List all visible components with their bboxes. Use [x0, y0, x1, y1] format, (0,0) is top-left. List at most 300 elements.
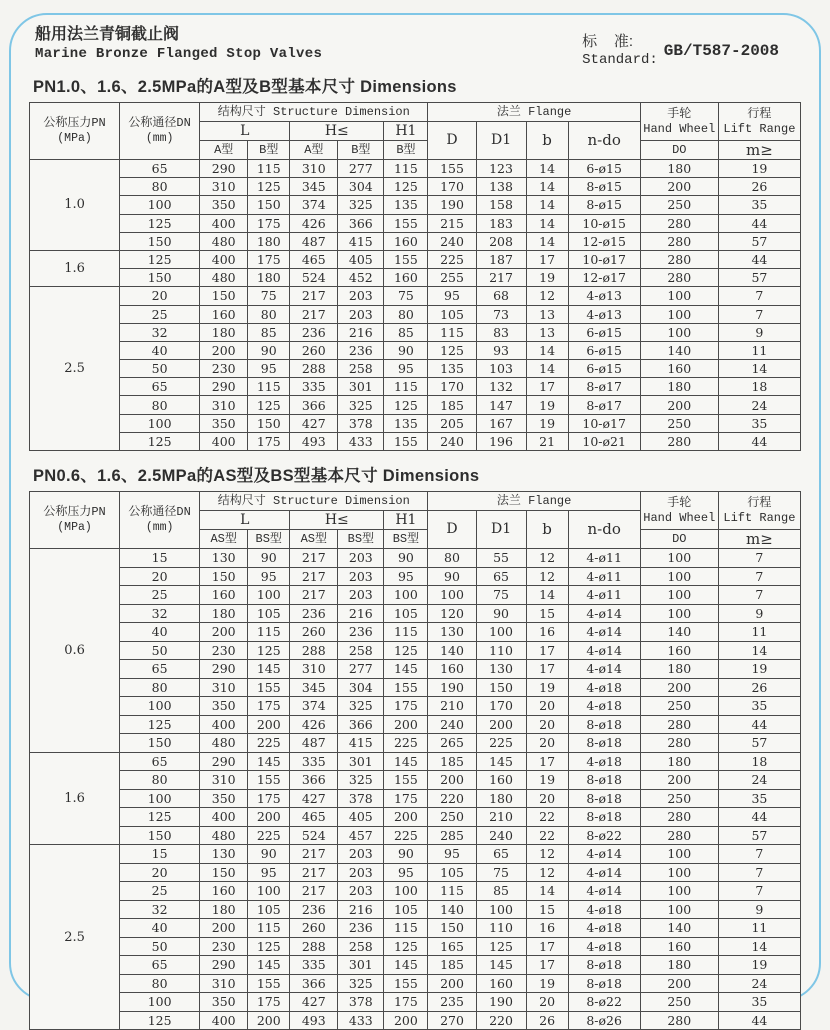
dimension-cell: 480 — [200, 826, 248, 845]
dimension-cell: 301 — [338, 378, 384, 396]
table-row — [30, 250, 801, 268]
dimension-cell: 236 — [290, 604, 338, 623]
dimension-cell: 427 — [290, 414, 338, 432]
dimension-cell: 155 — [248, 771, 290, 790]
dimension-cell: 215 — [428, 214, 476, 232]
dimension-cell: 203 — [338, 845, 384, 864]
dimension-cell: 290 — [200, 160, 248, 178]
pressure-group-cell: 2.5 — [30, 287, 120, 451]
dimension-cell: 7 — [718, 586, 800, 605]
dimension-cell: 255 — [428, 269, 476, 287]
dimension-cell: 465 — [290, 808, 338, 827]
dimension-cell: 155 — [248, 678, 290, 697]
document-title-cn: 船用法兰青铜截止阀 — [35, 26, 180, 43]
col-header-handwheel: 手轮 Hand Wheel — [640, 103, 718, 141]
dimension-cell: 14 — [718, 937, 800, 956]
table-row — [30, 160, 801, 178]
dimension-cell: 258 — [338, 937, 384, 956]
dimension-cell: 12 — [526, 863, 568, 882]
dimension-cell: 4-ø13 — [568, 305, 640, 323]
dimension-cell: 175 — [248, 214, 290, 232]
dimension-cell: 225 — [384, 734, 428, 753]
dimension-cell: 9 — [718, 323, 800, 341]
col-header-H1: H1 — [384, 511, 428, 530]
dimension-cell: 457 — [338, 826, 384, 845]
col-header-H: H≤ — [290, 122, 384, 141]
dimension-cell: 44 — [718, 808, 800, 827]
dimension-cell: 6-ø15 — [568, 323, 640, 341]
dimension-cell: 105 — [248, 604, 290, 623]
dimension-cell: 235 — [428, 993, 476, 1012]
dimension-cell: 200 — [384, 808, 428, 827]
table-row — [30, 900, 801, 919]
dimension-cell: 22 — [526, 808, 568, 827]
dimension-cell: 4-ø18 — [568, 752, 640, 771]
dimension-cell: 487 — [290, 232, 338, 250]
dimension-cell: 80 — [120, 678, 200, 697]
dimension-cell: 200 — [200, 919, 248, 938]
dimension-cell: 35 — [718, 414, 800, 432]
dimension-cell: 208 — [476, 232, 526, 250]
dimension-cell: 8-ø18 — [568, 734, 640, 753]
dimension-cell: 374 — [290, 697, 338, 716]
dimension-cell: 20 — [120, 567, 200, 586]
dimension-cell: 250 — [640, 196, 718, 214]
col-header-n-do: n-do — [568, 122, 640, 160]
dimension-cell: 150 — [428, 919, 476, 938]
dimension-cell: 350 — [200, 789, 248, 808]
dimension-cell: 180 — [248, 269, 290, 287]
dimension-cell: 7 — [718, 845, 800, 864]
dimension-cell: 125 — [248, 178, 290, 196]
dimension-cell: 44 — [718, 1011, 800, 1030]
dimension-cell: 8-ø18 — [568, 974, 640, 993]
dimension-cell: 100 — [248, 882, 290, 901]
dimension-cell: 250 — [640, 697, 718, 716]
dimension-cell: 16 — [526, 623, 568, 642]
dimension-cell: 260 — [290, 341, 338, 359]
dimension-cell: 22 — [526, 826, 568, 845]
col-header-type-HA: A型 — [290, 141, 338, 160]
col-header-flange: 法兰 Flange — [428, 492, 640, 511]
dimension-cell: 14 — [526, 178, 568, 196]
dimension-cell: 240 — [428, 432, 476, 450]
dimension-cell: 8-ø15 — [568, 178, 640, 196]
dimension-cell: 150 — [476, 678, 526, 697]
dimensions-table-ab — [29, 102, 801, 451]
dimension-cell: 240 — [476, 826, 526, 845]
dimension-cell: 100 — [120, 789, 200, 808]
dimension-cell: 200 — [640, 678, 718, 697]
pressure-group-cell: 1.6 — [30, 752, 120, 845]
dimension-cell: 95 — [384, 863, 428, 882]
dimension-cell: 480 — [200, 232, 248, 250]
table-row — [30, 323, 801, 341]
col-header-structure: 结构尺寸 Structure Dimension — [200, 103, 428, 122]
dimension-cell: 68 — [476, 287, 526, 305]
table-row — [30, 863, 801, 882]
dimension-cell: 230 — [200, 937, 248, 956]
col-header-type-LB: B型 — [248, 141, 290, 160]
dimension-cell: 125 — [384, 178, 428, 196]
table-row — [30, 993, 801, 1012]
dimension-cell: 95 — [248, 567, 290, 586]
table-row — [30, 232, 801, 250]
col-header-flange: 法兰 Flange — [428, 103, 640, 122]
dimension-cell: 210 — [476, 808, 526, 827]
dimension-cell: 15 — [120, 845, 200, 864]
dimension-cell: 115 — [384, 160, 428, 178]
dimension-cell: 240 — [428, 232, 476, 250]
dimension-cell: 44 — [718, 432, 800, 450]
table-row — [30, 919, 801, 938]
dimension-cell: 203 — [338, 863, 384, 882]
dimension-cell: 200 — [248, 1011, 290, 1030]
dimension-cell: 17 — [526, 937, 568, 956]
dimension-cell: 100 — [248, 586, 290, 605]
dimension-cell: 180 — [640, 752, 718, 771]
dimension-cell: 366 — [290, 974, 338, 993]
dimension-cell: 4-ø14 — [568, 623, 640, 642]
dimension-cell: 7 — [718, 287, 800, 305]
dimension-cell: 236 — [290, 900, 338, 919]
dimension-cell: 345 — [290, 678, 338, 697]
dimension-cell: 150 — [200, 567, 248, 586]
dimension-cell: 493 — [290, 432, 338, 450]
dimension-cell: 18 — [718, 378, 800, 396]
dimension-cell: 8-ø26 — [568, 1011, 640, 1030]
col-header-D: D — [428, 511, 476, 549]
dimension-cell: 200 — [640, 178, 718, 196]
dimension-cell: 115 — [384, 378, 428, 396]
dimension-cell: 105 — [248, 900, 290, 919]
dimension-cell: 524 — [290, 826, 338, 845]
dimension-cell: 105 — [428, 863, 476, 882]
dimension-cell: 138 — [476, 178, 526, 196]
dimension-cell: 95 — [248, 863, 290, 882]
dimension-cell: 125 — [384, 641, 428, 660]
dimension-cell: 190 — [476, 993, 526, 1012]
dimension-cell: 90 — [248, 845, 290, 864]
document-header — [29, 23, 801, 69]
dimension-cell: 170 — [428, 378, 476, 396]
dimension-cell: 18 — [718, 752, 800, 771]
dimension-cell: 110 — [476, 641, 526, 660]
dimension-cell: 335 — [290, 378, 338, 396]
dimension-cell: 200 — [248, 715, 290, 734]
dimension-cell: 203 — [338, 882, 384, 901]
dimension-cell: 280 — [640, 734, 718, 753]
dimension-cell: 280 — [640, 715, 718, 734]
dimension-cell: 7 — [718, 882, 800, 901]
dimension-cell: 280 — [640, 826, 718, 845]
dimension-cell: 14 — [718, 641, 800, 660]
table-row — [30, 826, 801, 845]
col-header-type-HB: B型 — [338, 141, 384, 160]
dimension-cell: 4-ø18 — [568, 697, 640, 716]
dimension-cell: 115 — [248, 919, 290, 938]
dimension-cell: 100 — [640, 567, 718, 586]
table-row — [30, 771, 801, 790]
dimension-cell: 217 — [290, 549, 338, 568]
header-row-1 — [30, 492, 801, 511]
dimension-cell: 14 — [526, 160, 568, 178]
table-row — [30, 414, 801, 432]
col-header-b: b — [526, 122, 568, 160]
dimension-cell: 130 — [200, 549, 248, 568]
dimension-cell: 4-ø18 — [568, 900, 640, 919]
dimension-cell: 17 — [526, 641, 568, 660]
dimension-cell: 65 — [120, 160, 200, 178]
dimension-cell: 83 — [476, 323, 526, 341]
dimension-cell: 280 — [640, 808, 718, 827]
dimension-cell: 85 — [248, 323, 290, 341]
dimension-cell: 280 — [640, 432, 718, 450]
dimension-cell: 20 — [120, 287, 200, 305]
dimension-cell: 100 — [640, 604, 718, 623]
dimension-cell: 4-ø14 — [568, 641, 640, 660]
dimension-cell: 75 — [476, 586, 526, 605]
dimension-cell: 258 — [338, 641, 384, 660]
dimension-cell: 150 — [248, 414, 290, 432]
dimension-cell: 150 — [120, 232, 200, 250]
dimension-cell: 180 — [200, 900, 248, 919]
table-asbs-title: PN0.6、1.6、2.5MPa的AS型及BS型基本尺寸 Dimensions — [33, 467, 480, 485]
dimension-cell: 160 — [200, 882, 248, 901]
dimension-cell: 20 — [526, 715, 568, 734]
dimension-cell: 80 — [384, 305, 428, 323]
dimension-cell: 290 — [200, 956, 248, 975]
dimension-cell: 4-ø18 — [568, 919, 640, 938]
dimension-cell: 175 — [384, 697, 428, 716]
dimension-cell: 4-ø14 — [568, 604, 640, 623]
dimension-cell: 11 — [718, 623, 800, 642]
dimension-cell: 8-ø17 — [568, 378, 640, 396]
dimension-cell: 145 — [248, 660, 290, 679]
dimension-cell: 7 — [718, 549, 800, 568]
dimension-cell: 10-ø17 — [568, 414, 640, 432]
dimension-cell: 150 — [120, 734, 200, 753]
dimension-cell: 90 — [384, 549, 428, 568]
dimension-cell: 400 — [200, 214, 248, 232]
dimension-cell: 285 — [428, 826, 476, 845]
dimension-cell: 210 — [428, 697, 476, 716]
dimension-cell: 24 — [718, 974, 800, 993]
dimension-cell: 15 — [526, 604, 568, 623]
dimension-cell: 4-ø13 — [568, 287, 640, 305]
dimension-cell: 145 — [476, 752, 526, 771]
dimension-cell: 8-ø18 — [568, 771, 640, 790]
table-row — [30, 845, 801, 864]
dimension-cell: 65 — [120, 660, 200, 679]
dimension-cell: 145 — [384, 956, 428, 975]
dimension-cell: 4-ø18 — [568, 678, 640, 697]
dimension-cell: 100 — [120, 414, 200, 432]
table-row — [30, 641, 801, 660]
dimension-cell: 4-ø11 — [568, 549, 640, 568]
dimension-cell: 280 — [640, 269, 718, 287]
dimension-cell: 75 — [248, 287, 290, 305]
dimension-cell: 185 — [428, 752, 476, 771]
table-row — [30, 432, 801, 450]
dimension-cell: 310 — [200, 178, 248, 196]
dimension-cell: 32 — [120, 604, 200, 623]
dimension-cell: 250 — [640, 414, 718, 432]
dimension-cell: 250 — [640, 993, 718, 1012]
dimension-cell: 50 — [120, 360, 200, 378]
dimension-cell: 13 — [526, 323, 568, 341]
dimension-cell: 57 — [718, 232, 800, 250]
dimension-cell: 21 — [526, 432, 568, 450]
dimension-cell: 280 — [640, 214, 718, 232]
col-header-H: H≤ — [290, 511, 384, 530]
dimension-cell: 140 — [640, 341, 718, 359]
dimension-cell: 280 — [640, 250, 718, 268]
dimension-cell: 175 — [248, 250, 290, 268]
pressure-group-cell: 1.6 — [30, 250, 120, 286]
dimension-cell: 217 — [290, 845, 338, 864]
dimensions-table-asbs — [29, 491, 801, 1030]
table-row — [30, 269, 801, 287]
dimension-cell: 95 — [248, 360, 290, 378]
dimension-cell: 200 — [248, 808, 290, 827]
dimension-cell: 270 — [428, 1011, 476, 1030]
dimension-cell: 50 — [120, 937, 200, 956]
dimension-cell: 7 — [718, 567, 800, 586]
dimension-cell: 65 — [120, 378, 200, 396]
dimension-cell: 175 — [248, 789, 290, 808]
dimension-cell: 100 — [640, 586, 718, 605]
dimension-cell: 140 — [640, 623, 718, 642]
dimension-cell: 180 — [200, 323, 248, 341]
dimension-cell: 80 — [248, 305, 290, 323]
table-row — [30, 715, 801, 734]
dimension-cell: 35 — [718, 993, 800, 1012]
dimension-cell: 217 — [290, 586, 338, 605]
dimension-cell: 14 — [526, 360, 568, 378]
col-header-structure: 结构尺寸 Structure Dimension — [200, 492, 428, 511]
dimension-cell: 115 — [384, 919, 428, 938]
dimension-cell: 415 — [338, 232, 384, 250]
dimension-cell: 26 — [718, 178, 800, 196]
dimension-cell: 103 — [476, 360, 526, 378]
dimension-cell: 203 — [338, 305, 384, 323]
table-row — [30, 567, 801, 586]
dimension-cell: 335 — [290, 752, 338, 771]
dimension-cell: 9 — [718, 604, 800, 623]
dimension-cell: 75 — [384, 287, 428, 305]
col-header-lift: 行程 Lift Range — [718, 103, 800, 141]
dimension-cell: 135 — [384, 196, 428, 214]
col-header-n-do: n-do — [568, 511, 640, 549]
dimension-cell: 125 — [476, 937, 526, 956]
dimension-cell: 115 — [428, 882, 476, 901]
dimension-cell: 24 — [718, 771, 800, 790]
dimension-cell: 160 — [640, 937, 718, 956]
table-row — [30, 396, 801, 414]
dimension-cell: 17 — [526, 752, 568, 771]
dimension-cell: 301 — [338, 956, 384, 975]
col-header-type-HB: BS型 — [338, 530, 384, 549]
table-row — [30, 752, 801, 771]
dimension-cell: 160 — [640, 360, 718, 378]
dimension-cell: 90 — [476, 604, 526, 623]
dimension-cell: 20 — [526, 993, 568, 1012]
dimension-cell: 155 — [384, 214, 428, 232]
dimension-cell: 145 — [384, 752, 428, 771]
dimension-cell: 183 — [476, 214, 526, 232]
standard-block — [582, 33, 779, 69]
dimension-cell: 6-ø15 — [568, 360, 640, 378]
col-header-m: m≥ — [718, 530, 800, 549]
dimension-cell: 196 — [476, 432, 526, 450]
dimension-cell: 225 — [384, 826, 428, 845]
dimension-cell: 130 — [476, 660, 526, 679]
col-header-b: b — [526, 511, 568, 549]
dimension-cell: 301 — [338, 752, 384, 771]
dimension-cell: 400 — [200, 432, 248, 450]
dimension-cell: 105 — [384, 604, 428, 623]
dimension-cell: 225 — [428, 250, 476, 268]
dimension-cell: 50 — [120, 641, 200, 660]
dimension-cell: 10-ø17 — [568, 250, 640, 268]
col-header-lift: 行程 Lift Range — [718, 492, 800, 530]
dimension-cell: 160 — [476, 974, 526, 993]
dimension-cell: 100 — [640, 882, 718, 901]
dimension-cell: 130 — [200, 845, 248, 864]
col-header-L: L — [200, 122, 290, 141]
col-header-pressure: 公称压力PN (MPa) — [30, 103, 120, 160]
dimension-cell: 200 — [200, 623, 248, 642]
dimension-cell: 405 — [338, 808, 384, 827]
pressure-group-cell: 2.5 — [30, 845, 120, 1030]
dimension-cell: 115 — [384, 623, 428, 642]
dimension-cell: 8-ø22 — [568, 826, 640, 845]
dimension-cell: 200 — [200, 341, 248, 359]
dimension-cell: 135 — [384, 414, 428, 432]
dimension-cell: 160 — [428, 660, 476, 679]
dimension-cell: 8-ø15 — [568, 196, 640, 214]
dimension-cell: 35 — [718, 789, 800, 808]
dimension-cell: 225 — [476, 734, 526, 753]
dimension-cell: 465 — [290, 250, 338, 268]
dimension-cell: 175 — [384, 789, 428, 808]
dimension-cell: 95 — [428, 287, 476, 305]
dimension-cell: 12 — [526, 845, 568, 864]
table-row — [30, 305, 801, 323]
col-header-DO: DO — [640, 530, 718, 549]
dimension-cell: 217 — [290, 863, 338, 882]
dimension-cell: 100 — [384, 882, 428, 901]
table-row — [30, 956, 801, 975]
dimension-cell: 155 — [384, 432, 428, 450]
dimension-cell: 14 — [526, 586, 568, 605]
dimension-cell: 217 — [290, 305, 338, 323]
dimension-cell: 85 — [384, 323, 428, 341]
dimension-cell: 100 — [476, 623, 526, 642]
dimension-cell: 335 — [290, 956, 338, 975]
table-row — [30, 586, 801, 605]
col-header-m: m≥ — [718, 141, 800, 160]
dimension-cell: 350 — [200, 993, 248, 1012]
dimension-cell: 190 — [428, 678, 476, 697]
dimension-cell: 12 — [526, 287, 568, 305]
dimension-cell: 100 — [640, 863, 718, 882]
dimension-cell: 90 — [248, 341, 290, 359]
dimension-cell: 185 — [428, 956, 476, 975]
dimension-cell: 125 — [248, 396, 290, 414]
dimension-cell: 400 — [200, 808, 248, 827]
